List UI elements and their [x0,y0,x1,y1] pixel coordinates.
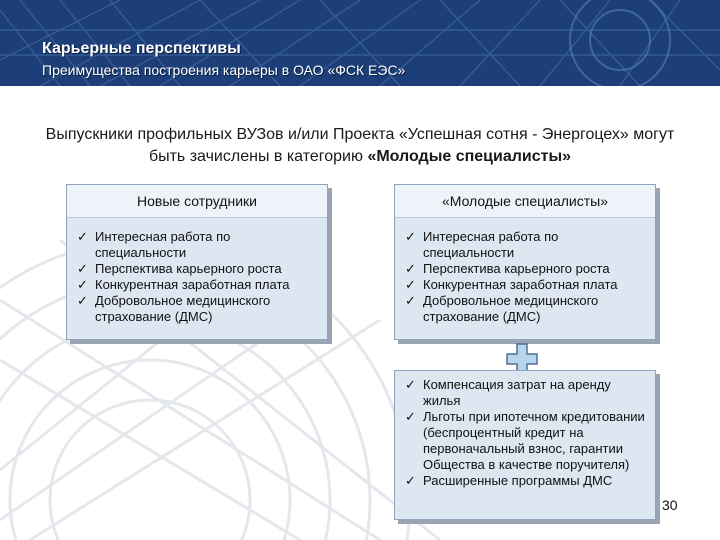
list-item-text: Конкурентная заработная плата [95,277,290,292]
header-banner [0,0,720,86]
list-item-text: Перспектива карьерного роста [423,261,610,276]
intro-text-plain: Выпускники профильных ВУЗов и/или Проекта «Успешная сотня - Энергоцех» могут быть зачислены в категорию [45,126,675,165]
list-item [75,261,321,277]
list-item [75,277,321,293]
list-item [403,473,649,489]
extra-benefits-list [403,377,649,489]
young-specialists-box [394,184,656,340]
list-item-text: Добровольное медицинского страхование (ДМС) [95,293,271,324]
list-item-text: Расширенные программы ДМС [423,473,613,488]
list-item [403,261,649,277]
list-item-text: Перспектива карьерного роста [95,261,282,276]
young-specialists-title: «Молодые специалисты» [395,185,655,218]
new-employees-list [75,229,321,325]
new-employees-title: Новые сотрудники [67,185,327,218]
checkmark-icon: ✓ [405,293,416,308]
list-item-text: Добровольное медицинского страхование (ДМС) [423,293,599,324]
young-specialists-list [403,229,649,325]
checkmark-icon: ✓ [405,277,416,292]
new-employees-box [66,184,328,340]
checkmark-icon: ✓ [77,293,88,308]
intro-text [30,124,690,168]
checkmark-icon: ✓ [405,473,416,488]
checkmark-icon: ✓ [405,261,416,276]
list-item-text: Конкурентная заработная плата [423,277,618,292]
checkmark-icon: ✓ [405,229,416,244]
page-subtitle: Преимущества построения карьеры в ОАО «ФСК ЕЭС» [42,62,406,78]
checkmark-icon: ✓ [405,409,416,424]
checkmark-icon: ✓ [77,229,88,244]
extra-benefits-box [394,370,656,520]
list-item [75,293,321,325]
list-item [403,293,649,325]
page-title: Карьерные перспективы [42,40,241,57]
list-item [403,229,649,261]
list-item-text: Интересная работа по специальности [95,229,231,260]
list-item-text: Компенсация затрат на аренду жилья [423,377,611,408]
checkmark-icon: ✓ [77,277,88,292]
checkmark-icon: ✓ [405,377,416,392]
list-item [403,277,649,293]
intro-text-bold: «Молодые специалисты» [367,148,572,165]
list-item [403,377,649,409]
page-number: 30 [662,497,678,513]
list-item [403,409,649,473]
checkmark-icon: ✓ [77,261,88,276]
list-item [75,229,321,261]
list-item-text: Льготы при ипотечном кредитовании (беспроцентный кредит на первоначальный взнос, гарантии Общества в качестве поручителя) [423,409,645,472]
list-item-text: Интересная работа по специальности [423,229,559,260]
